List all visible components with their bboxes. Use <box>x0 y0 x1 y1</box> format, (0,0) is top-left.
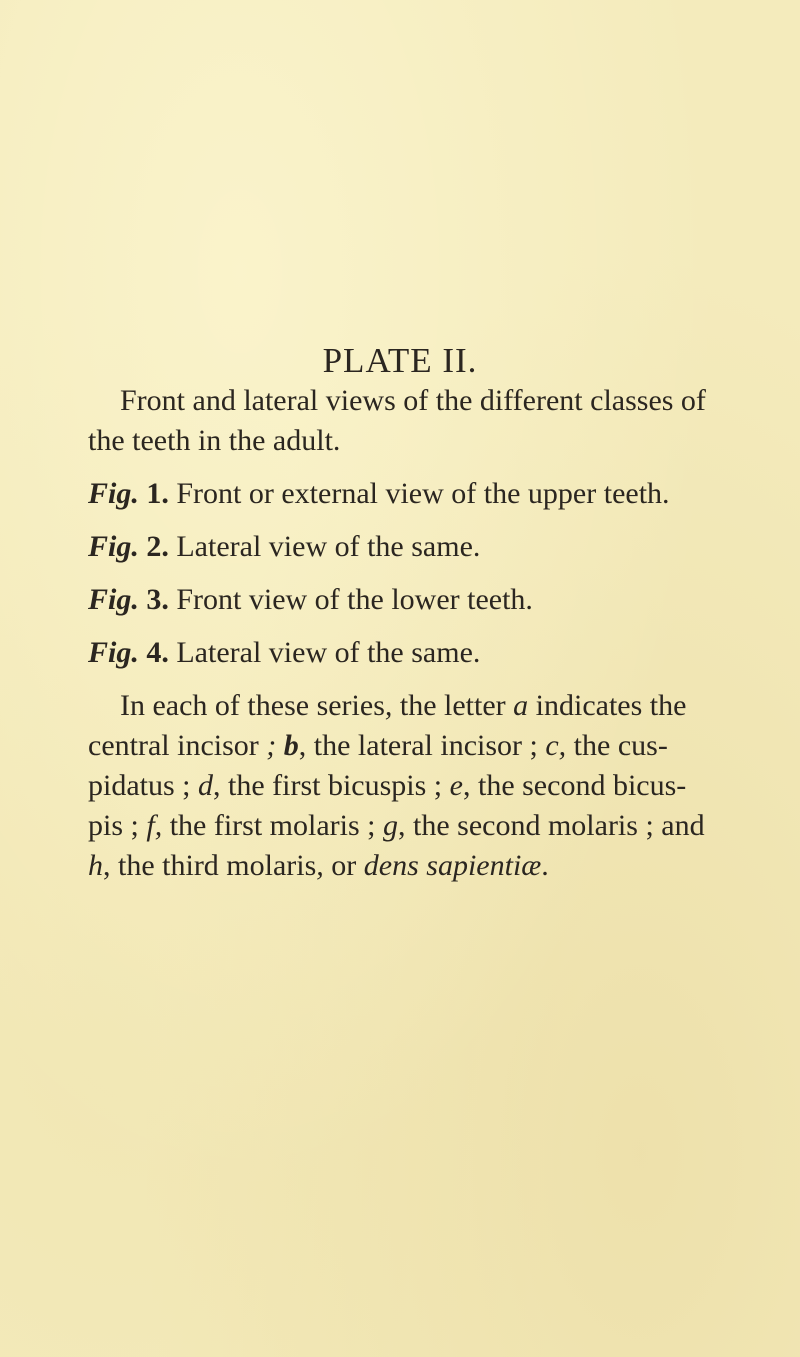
figure-label: Fig. <box>88 530 139 563</box>
explanation-text: pidatus ; <box>88 769 198 802</box>
explanation-text: , the third molaris <box>103 849 317 882</box>
semicolon-mark: ; <box>258 729 284 762</box>
explanation-line-3 <box>88 766 760 806</box>
comma-mark: , <box>558 729 567 762</box>
figure-caption-4 <box>88 633 760 673</box>
explanation-line-1 <box>88 686 760 726</box>
tooth-letter: c <box>545 729 559 762</box>
tooth-letter: h <box>88 849 103 882</box>
figure-label: Fig. <box>88 636 139 669</box>
tooth-letter: b <box>283 729 299 762</box>
explanation-text: the first molaris ; <box>162 809 383 842</box>
figure-description: Front or external view of the upper teeth. <box>176 477 670 510</box>
figure-number: 2. <box>146 530 169 563</box>
explanation-text: , the second bicus- <box>462 769 687 802</box>
explanation-text: indicates the <box>528 689 687 722</box>
explanation-line-4 <box>88 806 760 846</box>
comma-mark: , <box>384 689 393 722</box>
explanation-text: , the first bicuspis ; <box>213 769 450 802</box>
figure-label: Fig. <box>88 477 139 510</box>
tooth-letter: d <box>198 769 213 802</box>
figure-caption-2 <box>88 527 760 567</box>
figure-label: Fig. <box>88 583 139 616</box>
figure-description: Front view of the lower teeth. <box>176 583 533 616</box>
explanation-text: In each of these series <box>120 689 385 722</box>
explanation-text: , the lateral incisor ; <box>298 729 546 762</box>
figure-number: 4. <box>146 636 169 669</box>
latin-term: dens sapientiæ <box>363 849 542 882</box>
tooth-letter: g <box>383 809 398 842</box>
explanation-text: pis ; <box>88 809 147 842</box>
explanation-text: the letter <box>392 689 514 722</box>
figure-number: 3. <box>146 583 169 616</box>
comma-mark: , <box>154 809 163 842</box>
explanation-text: , the second molaris ; and <box>398 809 705 842</box>
explanation-text: the cus- <box>566 729 668 762</box>
intro-line-2: the teeth in the adult. <box>88 424 341 457</box>
explanation-line-2 <box>88 726 760 766</box>
tooth-letter: e <box>449 769 463 802</box>
tooth-letter: a <box>513 689 529 722</box>
figure-number: 1. <box>146 477 169 510</box>
tooth-letter: f <box>146 809 155 842</box>
intro-line-1: Front and lateral views of the different classes of <box>120 384 706 417</box>
explanation-line-5 <box>88 846 760 886</box>
plate-title: PLATE II. <box>322 341 478 380</box>
figure-caption-1 <box>88 474 760 514</box>
figure-description: Lateral view of the same. <box>176 636 481 669</box>
comma-mark: , <box>316 849 324 882</box>
figure-description: Lateral view of the same. <box>176 530 481 563</box>
explanation-text: . <box>541 849 549 882</box>
figure-caption-3 <box>88 580 760 620</box>
explanation-text: central incisor <box>88 729 259 762</box>
explanation-text: or <box>323 849 364 882</box>
